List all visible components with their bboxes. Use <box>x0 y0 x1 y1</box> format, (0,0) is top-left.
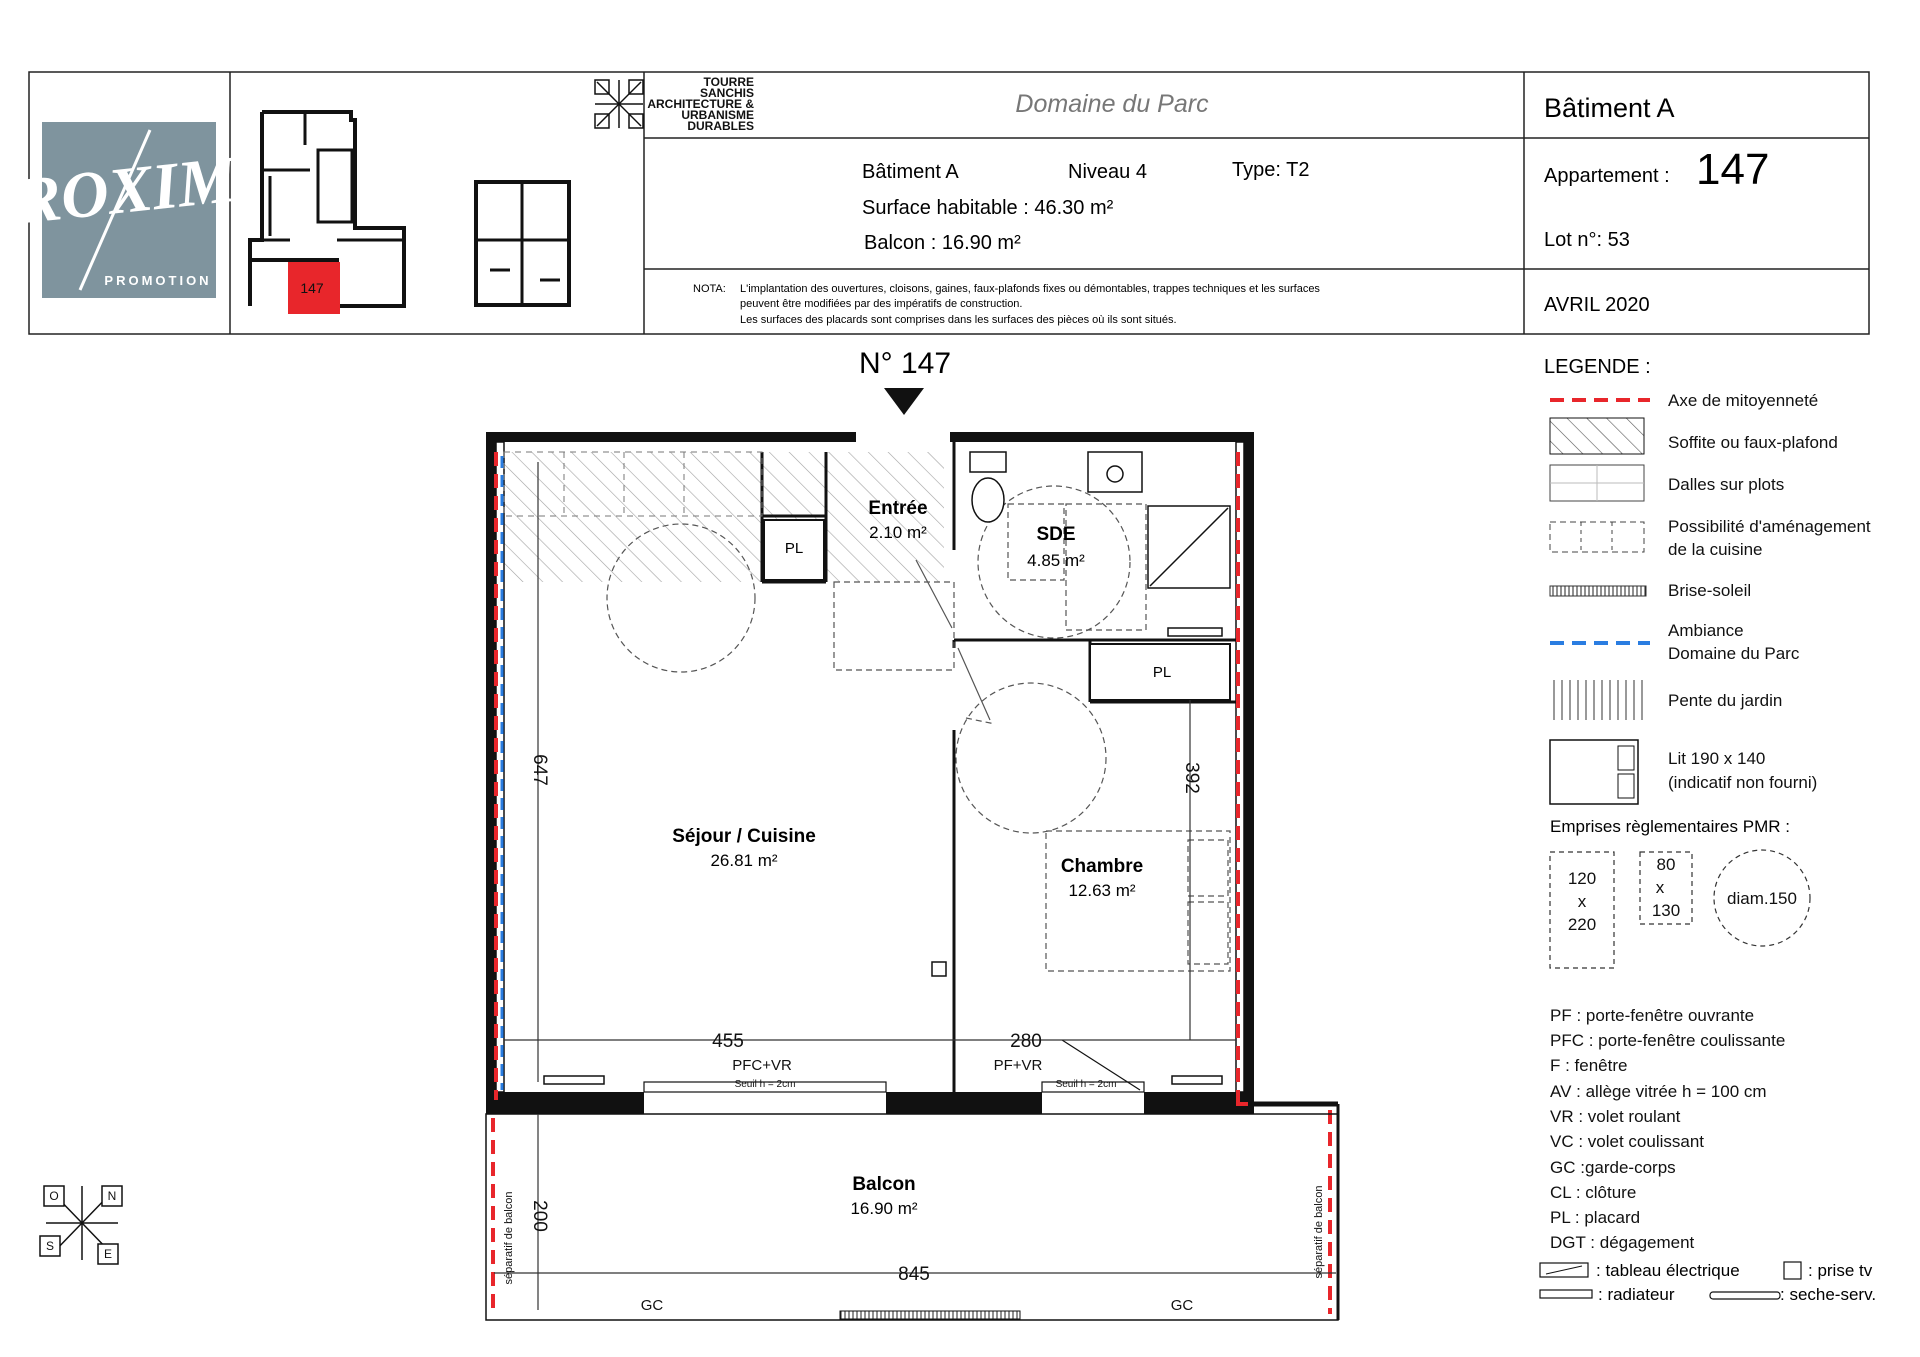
header-type: Type: T2 <box>1232 159 1310 181</box>
compass-bottom-icon <box>40 1186 122 1264</box>
label-text: URBANISME <box>681 108 754 122</box>
room-name: Entrée <box>868 498 928 519</box>
room-area: 4.85 m² <box>1027 551 1085 570</box>
room-name: Balcon <box>852 1174 916 1195</box>
label-text: x <box>1577 892 1587 911</box>
symbol-prise-tv: : prise tv <box>1808 1261 1873 1280</box>
entrance-arrow-icon <box>884 388 924 415</box>
abbreviation: F : fenêtre <box>1550 1056 1628 1075</box>
header-niveau: Niveau 4 <box>1068 161 1147 183</box>
header-batiment: Bâtiment A <box>862 161 959 183</box>
legend-item: Pente du jardin <box>1668 691 1783 710</box>
label-text: 220 <box>1567 915 1597 934</box>
symbol-legend <box>1540 1261 1876 1304</box>
label-text: TOURRE <box>703 75 754 89</box>
label-text: 80 <box>1656 855 1676 874</box>
legend-item: Lit 190 x 140 <box>1668 749 1766 768</box>
room-area: 12.63 m² <box>1068 881 1136 900</box>
legend-item: (indicatif non fourni) <box>1668 773 1818 792</box>
logo-text: ROXIM <box>13 142 241 239</box>
label-text: SANCHIS <box>699 86 754 100</box>
label-text: E <box>103 1247 113 1261</box>
dim-label: 280 <box>1010 1031 1042 1052</box>
bathroom-fixtures <box>970 452 1230 636</box>
abbreviation: AV : allège vitrée h = 100 cm <box>1550 1082 1767 1101</box>
symbol-radiateur: : radiateur <box>1598 1285 1675 1304</box>
company-logo <box>13 122 243 298</box>
nota-label: NOTA: <box>693 283 726 295</box>
appartement-label: Appartement : <box>1544 165 1670 187</box>
keyplan-unit-label: 147 <box>300 280 324 296</box>
legend-item: Dalles sur plots <box>1668 475 1785 494</box>
appartement-number: 147 <box>1696 145 1770 194</box>
dim-label: 455 <box>712 1031 744 1052</box>
guardrail-label: GC <box>1170 1297 1194 1314</box>
symbol-seche-serv: : seche-serv. <box>1780 1285 1877 1304</box>
room-name: Chambre <box>1060 856 1144 877</box>
separator-label: séparatif de balcon <box>1313 1185 1325 1279</box>
nota-line: Les surfaces des placards sont comprises dans les surfaces des pièces où ils sont situés. <box>740 314 1177 326</box>
closet-label: PL <box>1152 664 1172 681</box>
compass-top-icon <box>595 80 643 128</box>
label-text: DURABLES <box>687 119 754 133</box>
unit-title: N° 147 <box>858 347 952 380</box>
key-plan <box>250 112 569 314</box>
label-text: ARCHITECTURE & <box>647 97 754 111</box>
legend-item: Ambiance <box>1668 621 1744 640</box>
architect-logo <box>647 75 754 133</box>
threshold-label: Seuil h = 2cm <box>1055 1079 1117 1090</box>
label-text: N <box>107 1189 117 1203</box>
legend-item: Possibilité d'aménagement <box>1668 517 1871 536</box>
abbreviation: CL : clôture <box>1550 1183 1637 1202</box>
guardrail-label: GC <box>640 1297 664 1314</box>
separator-label: séparatif de balcon <box>503 1191 515 1285</box>
legend-item: de la cuisine <box>1668 540 1763 559</box>
label-text: O <box>49 1189 59 1203</box>
project-name: Domaine du Parc <box>1015 90 1209 118</box>
label-text: 130 <box>1651 901 1681 920</box>
legend-swatches <box>1550 400 1650 804</box>
legend-item: Domaine du Parc <box>1668 644 1800 663</box>
closet-label: PL <box>784 540 804 557</box>
balcon-surface: Balcon : 16.90 m² <box>864 232 1021 254</box>
legend-item: Soffite ou faux-plafond <box>1668 433 1838 452</box>
room-name: SDE <box>1036 524 1076 545</box>
abbreviation: GC :garde-corps <box>1550 1158 1676 1177</box>
dim-label: 392 <box>1181 762 1202 794</box>
nota-line: peuvent être modifiées par des impératifs de construction. <box>740 298 1023 310</box>
legend-title: LEGENDE : <box>1544 356 1651 378</box>
pmr-title: Emprises règlementaires PMR : <box>1550 817 1790 836</box>
room-area: 2.10 m² <box>869 523 927 542</box>
logo-subtext: PROMOTION <box>104 273 212 288</box>
symbol-tableau: : tableau électrique <box>1596 1261 1740 1280</box>
abbreviation: PFC : porte-fenêtre coulissante <box>1550 1031 1786 1050</box>
dim-label: 200 <box>529 1200 550 1232</box>
room-area: 26.81 m² <box>710 851 778 870</box>
date-label: AVRIL 2020 <box>1544 294 1650 316</box>
abbreviation: DGT : dégagement <box>1550 1233 1695 1252</box>
window-label: PF+VR <box>993 1057 1043 1074</box>
room-name: Séjour / Cuisine <box>672 826 816 847</box>
nota-line: L'implantation des ouvertures, cloisons, gaines, faux-plafonds fixes ou démontables, trappes techniques et les surfaces <box>740 283 1320 295</box>
window-label: PFC+VR <box>732 1057 792 1074</box>
abbreviation: PF : porte-fenêtre ouvrante <box>1550 1006 1755 1025</box>
lot-label: Lot n°: 53 <box>1544 229 1630 251</box>
legend-item: Brise-soleil <box>1668 581 1752 600</box>
legend-item: Axe de mitoyenneté <box>1668 391 1819 410</box>
label-text: 120 <box>1567 869 1597 888</box>
abbreviation: PL : placard <box>1550 1208 1641 1227</box>
dim-label: 647 <box>529 754 550 786</box>
label-text: diam.150 <box>1727 889 1797 908</box>
label-text: S <box>45 1239 55 1253</box>
right-building-label: Bâtiment A <box>1544 93 1675 123</box>
label-text: x <box>1655 878 1665 897</box>
threshold-label: Seuil h = 2cm <box>734 1079 796 1090</box>
dim-label: 845 <box>898 1264 930 1285</box>
abbreviation: VR : volet roulant <box>1550 1107 1681 1126</box>
abbreviation: VC : volet coulissant <box>1550 1132 1705 1151</box>
surface-habitable: Surface habitable : 46.30 m² <box>862 197 1114 219</box>
room-area: 16.90 m² <box>850 1199 918 1218</box>
